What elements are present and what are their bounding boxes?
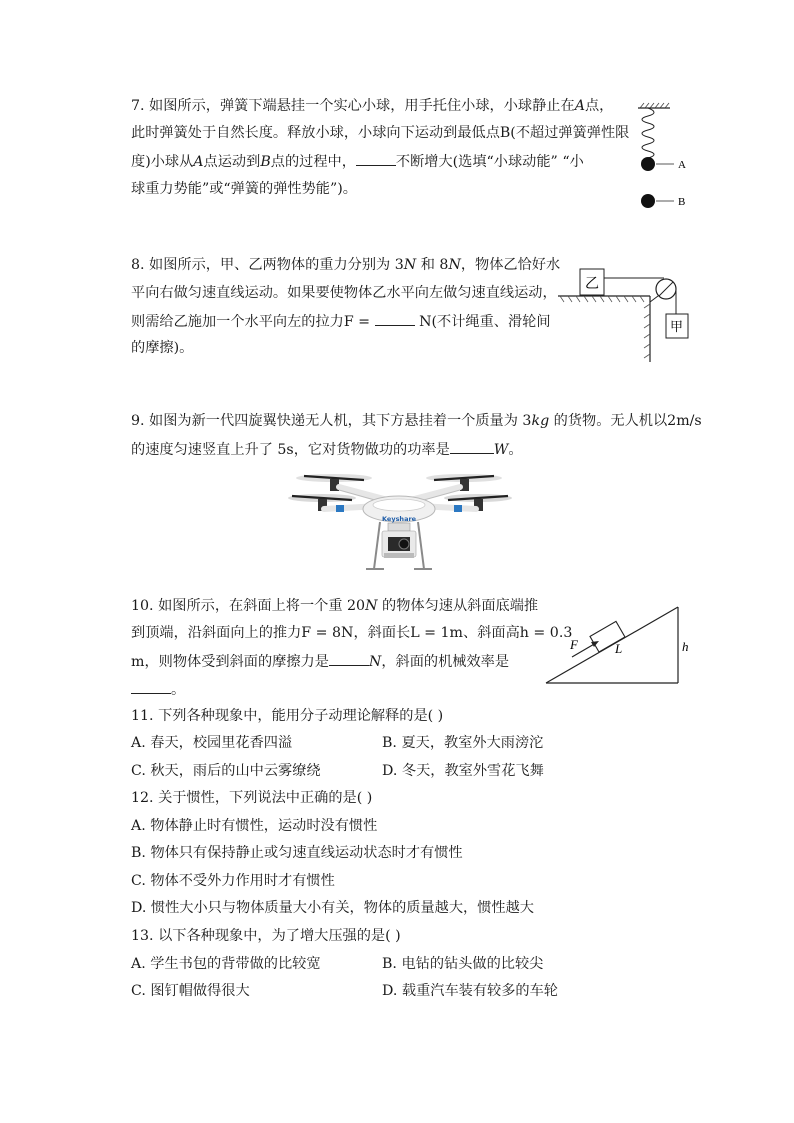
q10-line-4: 。 (131, 679, 185, 700)
q7-line-3: 度)小球从A点运动到B点的过程中， 不断增大(选填“小球动能” “小 (131, 151, 584, 172)
q9-line-2: 的速度匀速竖直上升了 5s，它对货物做功的功率是 W。 (131, 439, 523, 460)
q10-line-1: 10. 如图所示，在斜面上将一个重 20N 的物体匀速从斜面底端推 (131, 598, 539, 614)
q9-line-1: 9. 如图为新一代四旋翼快递无人机，其下方悬挂着一个质量为 3kg 的货物。无人机以2m/s (131, 413, 702, 429)
q12-option-d[interactable]: D. 惯性大小只与物体质量大小有关，物体的质量越大，惯性越大 (131, 900, 534, 916)
q10-friction-blank[interactable] (329, 651, 369, 666)
q9-answer-blank[interactable] (450, 439, 494, 454)
q10-line-2: 到顶端，沿斜面向上的推力F = 8N，斜面长L = 1m、斜面高h = 0.3 (131, 625, 573, 641)
q13-stem: 13. 以下各种现象中，为了增大压强的是( ) (131, 928, 401, 944)
q10-incline-figure (546, 605, 696, 685)
q7-line-1: 7. 如图所示，弹簧下端悬挂一个实心小球，用手托住小球，小球静止在A点， (131, 98, 614, 114)
label-length: L (615, 641, 623, 656)
q7-spring-figure (628, 102, 688, 212)
q7-line-4: 球重力势能”或“弹簧的弹性势能”)。 (131, 181, 357, 197)
q8-answer-blank[interactable] (375, 311, 415, 326)
q8-line-1: 8. 如图所示，甲、乙两物体的重力分别为 3N 和 8N，物体乙恰好水 (131, 257, 561, 273)
q13-option-c[interactable]: C. 图钉帽做得很大 (131, 983, 250, 999)
q11-option-d[interactable]: D. 冬天，教室外雪花飞舞 (382, 763, 544, 779)
q12-stem: 12. 关于惯性，下列说法中正确的是( ) (131, 790, 373, 806)
q7-answer-blank[interactable] (356, 151, 396, 166)
q13-option-b[interactable]: B. 电钻的钻头做的比较尖 (382, 956, 544, 972)
label-height: h (682, 639, 689, 654)
ball-a (641, 157, 655, 171)
q11-option-a[interactable]: A. 春天，校园里花香四溢 (131, 735, 293, 751)
label-a: A (678, 159, 686, 171)
q11-stem: 11. 下列各种现象中，能用分子动理论解释的是( ) (131, 708, 444, 724)
q8-line-3: 则需给乙施加一个水平向左的拉力F = N(不计绳重、滑轮间 (131, 311, 551, 332)
ball-b (641, 194, 655, 208)
label-b: B (678, 196, 686, 208)
q7-line-2: 此时弹簧处于自然长度。释放小球，小球向下运动到最低点B(不超过弹簧弹性限 (131, 125, 630, 141)
q9-drone-image (284, 465, 514, 577)
q12-option-c[interactable]: C. 物体不受外力作用时才有惯性 (131, 873, 335, 889)
q13-option-a[interactable]: A. 学生书包的背带做的比较宽 (131, 956, 321, 972)
drone-brand-label: Keyshare (382, 515, 417, 523)
q12-option-a[interactable]: A. 物体静止时有惯性，运动时没有惯性 (131, 818, 378, 834)
q13-option-d[interactable]: D. 载重汽车装有较多的车轮 (382, 983, 558, 999)
q11-option-b[interactable]: B. 夏天，教室外大雨滂沱 (382, 735, 544, 751)
label-yi: 乙 (585, 276, 599, 292)
q12-option-b[interactable]: B. 物体只有保持静止或匀速直线运动状态时才有惯性 (131, 845, 463, 861)
q10-efficiency-blank[interactable] (131, 679, 171, 694)
label-force: F (570, 637, 578, 652)
q8-pulley-figure (558, 262, 688, 362)
q11-option-c[interactable]: C. 秋天，雨后的山中云雾缭绕 (131, 763, 321, 779)
label-jia: 甲 (670, 320, 684, 335)
q8-line-2: 平向右做匀速直线运动。如果要使物体乙水平向左做匀速直线运动， (131, 285, 557, 301)
q10-line-3: m，则物体受到斜面的摩擦力是 N，斜面的机械效率是 (131, 651, 509, 672)
q8-line-4: 的摩擦)。 (131, 340, 194, 356)
